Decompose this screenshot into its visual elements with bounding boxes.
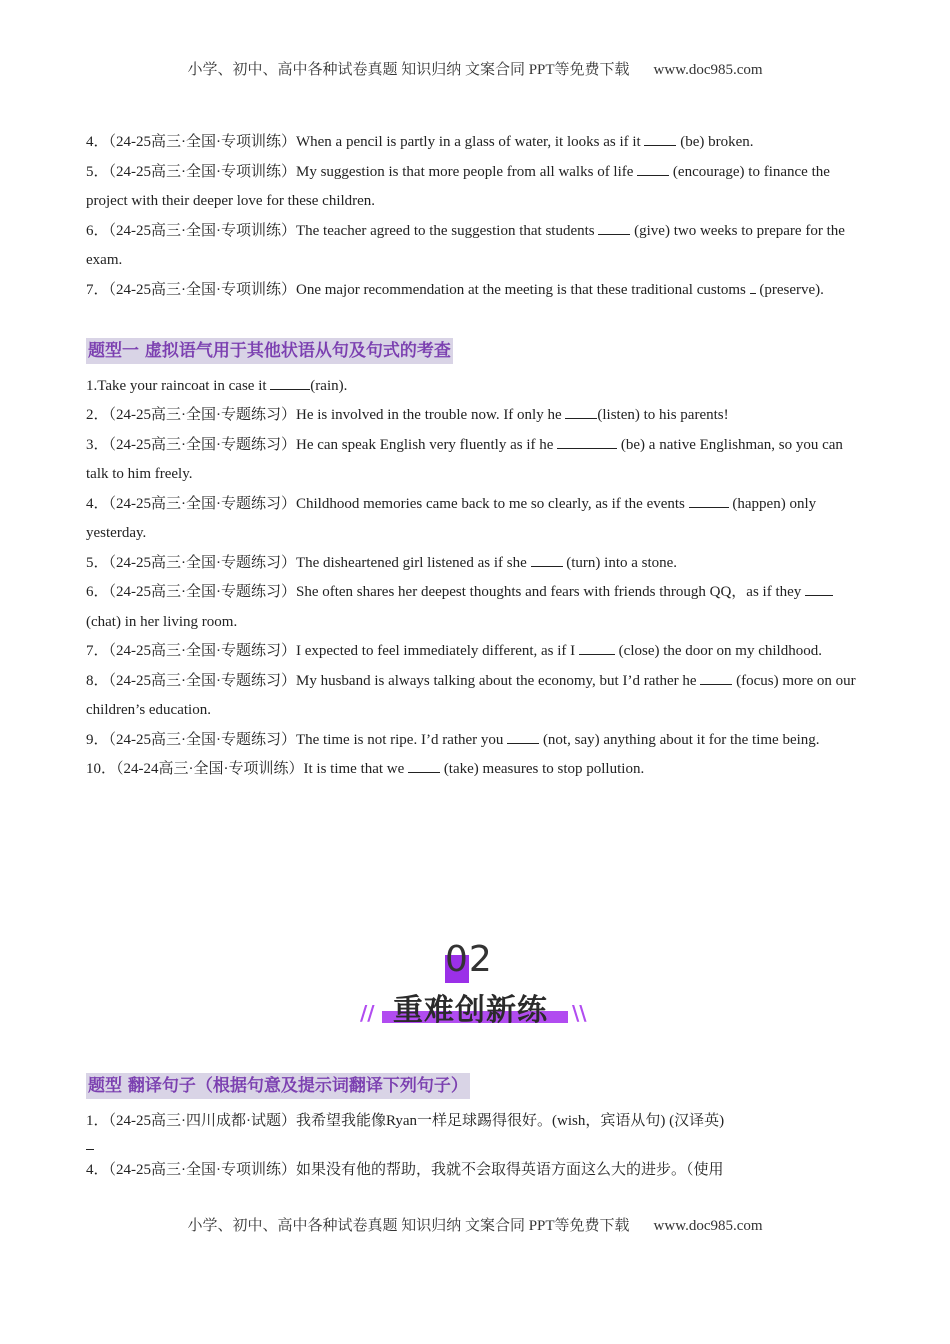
answer-blank	[531, 551, 563, 567]
question-item: 5．（24-25高三·全国·专项训练）My suggestion is that more people from all walks of life (encourage) to finance the project with their deeper love for these children.	[86, 158, 866, 217]
question-item: 4．（24-25高三·全国·专项训练）When a pencil is partly in a glass of water, it looks as if it (be) broken.	[86, 128, 866, 158]
slash-right-icon: \\	[572, 1001, 587, 1025]
question-item: 6．（24-25高三·全国·专题练习）She often shares her deepest thoughts and fears with friends through QQ，as if they (chat) in her living room.	[86, 578, 866, 637]
answer-blank	[507, 728, 539, 744]
question-item: 1.Take your raincoat in case it (rain).	[86, 372, 866, 402]
question-item: 6．（24-25高三·全国·专项训练）The teacher agreed to the suggestion that students (give) two weeks to prepare for the exam.	[86, 217, 866, 276]
slash-left-icon: //	[360, 1001, 375, 1025]
footer-text: 小学、初中、高中各种试卷真题 知识归纳 文案合同 PPT等免费下载	[187, 1218, 630, 1234]
answer-blank	[644, 130, 676, 146]
question-item: 2．（24-25高三·全国·专题练习）He is involved in the trouble now. If only he (listen) to his parents!	[86, 401, 866, 431]
banner-number: 02	[445, 939, 493, 980]
translation-section	[86, 1073, 866, 1186]
banner-title: 重难创新练	[393, 993, 548, 1028]
header-url: www.doc985.com	[653, 62, 763, 78]
question-item: 5．（24-25高三·全国·专题练习）The disheartened girl listened as if she (turn) into a stone.	[86, 549, 866, 579]
answer-blank	[598, 219, 630, 235]
answer-blank	[637, 160, 669, 176]
answer-line	[86, 1136, 866, 1156]
answer-blank	[565, 403, 597, 419]
question-item: 7．（24-25高三·全国·专题练习）I expected to feel immediately different, as if I (close) the door on my childhood.	[86, 637, 866, 667]
question-item: 10．（24-24高三·全国·专项训练）It is time that we (take) measures to stop pollution.	[86, 755, 866, 785]
answer-blank	[86, 1143, 94, 1150]
section-banner	[0, 935, 950, 1035]
section-heading-2: 题型 翻译句子（根据句意及提示词翻译下列句子）	[86, 1073, 866, 1103]
question-item: 3．（24-25高三·全国·专题练习）He can speak English very fluently as if he (be) a native Englishman, so you can talk to him freely.	[86, 431, 866, 490]
question-item: 7．（24-25高三·全国·专项训练）One major recommendation at the meeting is that these traditional customs (preserve).	[86, 276, 866, 306]
answer-blank	[689, 492, 729, 508]
answer-blank	[557, 433, 617, 449]
question-item: 4．（24-25高三·全国·专项训练）如果没有他的帮助，我就不会取得英语方面这么大的进步。（使用	[86, 1162, 724, 1178]
answer-blank	[408, 757, 440, 773]
footer-url: www.doc985.com	[653, 1218, 763, 1234]
answer-blank	[270, 374, 310, 390]
header-text: 小学、初中、高中各种试卷真题 知识归纳 文案合同 PPT等免费下载	[187, 62, 630, 78]
question-item: 4．（24-25高三·全国·专题练习）Childhood memories came back to me so clearly, as if the events (happen) only yesterday.	[86, 490, 866, 549]
page-header	[0, 58, 950, 79]
document-body	[86, 128, 866, 785]
question-item: 8．（24-25高三·全国·专题练习）My husband is always talking about the economy, but I’d rather he (focus) more on our children’s education.	[86, 667, 866, 726]
question-item: 1．（24-25高三·四川成都·试题）我希望我能像Ryan一样足球踢得很好。(wish，宾语从句) (汉译英)	[86, 1112, 725, 1129]
section-heading-1: 题型一 虚拟语气用于其他状语从句及句式的考查	[86, 338, 866, 368]
answer-blank	[700, 669, 732, 685]
page-footer	[0, 1214, 950, 1235]
question-item: 9．（24-25高三·全国·专题练习）The time is not ripe. I’d rather you (not, say) anything about it for the time being.	[86, 726, 866, 756]
answer-blank	[805, 580, 833, 596]
answer-blank	[579, 639, 615, 655]
